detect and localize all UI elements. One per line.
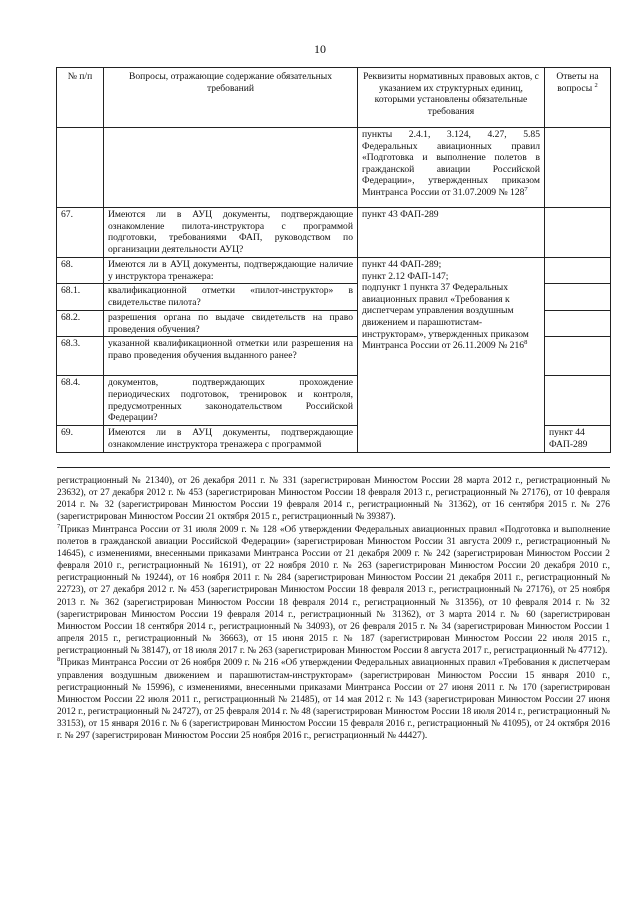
footnote-8 — [57, 657, 610, 742]
row-answer — [545, 337, 611, 376]
row-answer — [545, 284, 611, 311]
row-reference — [358, 128, 545, 208]
header-answers — [545, 68, 611, 128]
row-answer — [545, 311, 611, 337]
footnote-7 — [57, 524, 610, 658]
row-answer — [545, 128, 611, 208]
header-answers-text: Ответы на вопросы — [556, 71, 599, 94]
row-answer — [545, 376, 611, 426]
footnote-text: Приказ Минтранса России от 26 ноября 2009 г. № 216 «Об утверждении Федеральных авиационных правил «Требования к диспетчерам управления воздушным движением и парашютистам-инструкторам» (зарегистрирован Минюстом России 15 января 2010 г., регистрационный № 15996), с изменениями, внесенными приказами Минтранса России от 27 июня 2011 г. № 170 (зарегистрирован Минюстом России 22 июля 2011 г., регистрационный № 21485), от 14 мая 2012 г. № 143 (зарегистрирован Минюстом России 27 июня 2012 г., регистрационный № 24727), от 25 февраля 2014 г. № 48 (зарегистрирован Минюстом России 18 июля 2014 г., регистрационный № 33153), от 15 января 2016 г. № 6 (зарегистрирован Минюстом России 15 февраля 2016 г., регистрационный № 41095), от 24 октября 2016 г. № 297 (зарегистрирован Минюстом России 25 ноября 2016 г., регистрационный № 44427). — [57, 658, 610, 742]
row-number: 68.4. — [57, 376, 104, 426]
row-answer — [545, 208, 611, 258]
row-number: 68.1. — [57, 284, 104, 311]
reference-text: пункты 2.4.1, 3.124, 4.27, 5.85 Федеральных авиационных правил «Подготовка и выполнение полетов в гражданской авиации Российской Федерации», утвержденных приказом Минтранса России от 31.07.2009 № 128 — [362, 129, 540, 198]
page-number: 10 — [314, 42, 326, 56]
row-number — [57, 128, 104, 208]
row-number: 68. — [57, 258, 104, 284]
requirements-table — [56, 67, 611, 453]
row-reference — [358, 258, 545, 453]
row-question: Имеются ли в АУЦ документы, подтверждающие ознакомление пилота-инструктора с программой подготовки, требованиями ФАП, руководством по организации деятельности АУЦ? — [104, 208, 358, 258]
footnote-mark: 8 — [57, 656, 61, 664]
row-question: квалификационной отметки «пилот-инструктор» в свидетельстве пилота? — [104, 284, 358, 311]
row-question: документов, подтверждающих прохождение периодических подготовок, тренировок и контроля, предусмотренных законодательством Российской Федерации? — [104, 376, 358, 426]
footnotes — [57, 475, 610, 742]
row-number: 68.2. — [57, 311, 104, 337]
row-question: Имеются ли в АУЦ документы, подтверждающие наличие у инструктора тренажера: — [104, 258, 358, 284]
row-number: 68.3. — [57, 337, 104, 376]
row-number: 69. — [57, 426, 104, 452]
footnote-continuation: регистрационный № 21340), от 26 декабря 2011 г. № 331 (зарегистрирован Минюстом России 28 марта 2012 г., регистрационный № 23632), от 27 декабря 2012 г. № 453 (зарегистрирован Минюстом России 18 февраля 2013 г., регистрационный № 27176), от 10 февраля 2014 г. № 32 (зарегистрирован Минюстом России 19 февраля 2014 г., регистрационный № 31362), от 16 сентября 2015 г. № 276 (зарегистрирован Минюстом России 21 октября 2015 г., регистрационный № 39387). — [57, 476, 610, 523]
table-row — [57, 208, 611, 258]
footnote-text: Приказ Минтранса России от 31 июля 2009 г. № 128 «Об утверждении Федеральных авиационных правил «Подготовка и выполнение полетов в гражданской авиации Российской Федерации» (зарегистрирован Минюстом России 31 августа 2009 г., регистрационный № 14645), с изменениями, внесенными приказами Минтранса России от 21 декабря 2009 г. № 242 (зарегистрирован Минюстом России 2 февраля 2010 г., регистрационный № 16191), от 22 ноября 2010 г. № 263 (зарегистрирован Минюстом России 20 декабря 2010 г., регистрационный № 19244), от 16 ноября 2011 г. № 284 (зарегистрирован Минюстом России 21 декабря 2011 г., регистрационный № 22723), от 27 декабря 2012 г. № 453 (зарегистрирован Минюстом России 18 февраля 2013 г., регистрационный № 27176), от 25 ноября 2013 г. № 362 (зарегистрирован Минюстом России 18 февраля 2014 г., регистрационный № 31356), от 10 февраля 2014 г. № 32 (зарегистрирован Минюстом России 19 февраля 2014 г., регистрационный № 31362), от 3 марта 2014 г. № 60 (зарегистрирован Минюстом России 18 сентября 2014 г., регистрационный № 34093), от 26 февраля 2015 г. № 34 (зарегистрирован Минюстом России 1 апреля 2015 г., регистрационный № 36663), от 15 июня 2015 г. № 187 (зарегистрирован Минюстом России 22 июля 2015 г., регистрационный № 38147), от 18 июля 2017 г. № 263 (зарегистрирован Минюстом России 8 августа 2017 г., регистрационный № 47712). — [57, 524, 610, 657]
header-questions: Вопросы, отражающие содержание обязательных требований — [104, 68, 358, 128]
row-number: 67. — [57, 208, 104, 258]
row-answer — [545, 258, 611, 284]
row-reference: пункт 44 ФАП-289 — [545, 426, 611, 452]
header-references: Реквизиты нормативных правовых актов, с указанием их структурных единиц, которыми установлены обязательные требования — [358, 68, 545, 128]
header-number: № п/п — [57, 68, 104, 128]
row-question — [104, 128, 358, 208]
table-row — [57, 258, 611, 284]
row-question: разрешения органа по выдаче свидетельств на право проведения обучения? — [104, 311, 358, 337]
table-header-row — [57, 68, 611, 128]
row-question: указанной квалификационной отметки или разрешения на право проведения обучения выданного ранее? — [104, 337, 358, 376]
footnote-mark: 8 — [524, 338, 528, 346]
footnote-mark: 7 — [524, 185, 528, 193]
reference-text: подпункт 1 пункта 37 Федеральных авиационных правил «Требования к диспетчерам управления воздушным движением и парашютистам-инструкторам», утвержденных приказом Минтранса России от 26.11.2009 № 216 — [362, 282, 529, 352]
footnote-mark: 2 — [594, 81, 598, 89]
row-reference: пункт 43 ФАП-289 — [358, 208, 545, 258]
reference-line: пункт 2.12 ФАП-147; — [362, 270, 449, 282]
reference-line — [362, 282, 540, 352]
footnote-mark: 7 — [57, 522, 61, 530]
reference-line: пункт 44 ФАП-289; — [362, 259, 442, 270]
footnote-separator — [57, 467, 610, 468]
table-row — [57, 128, 611, 208]
row-question: Имеются ли в АУЦ документы, подтверждающие ознакомление инструктора тренажера с программой — [104, 426, 358, 452]
